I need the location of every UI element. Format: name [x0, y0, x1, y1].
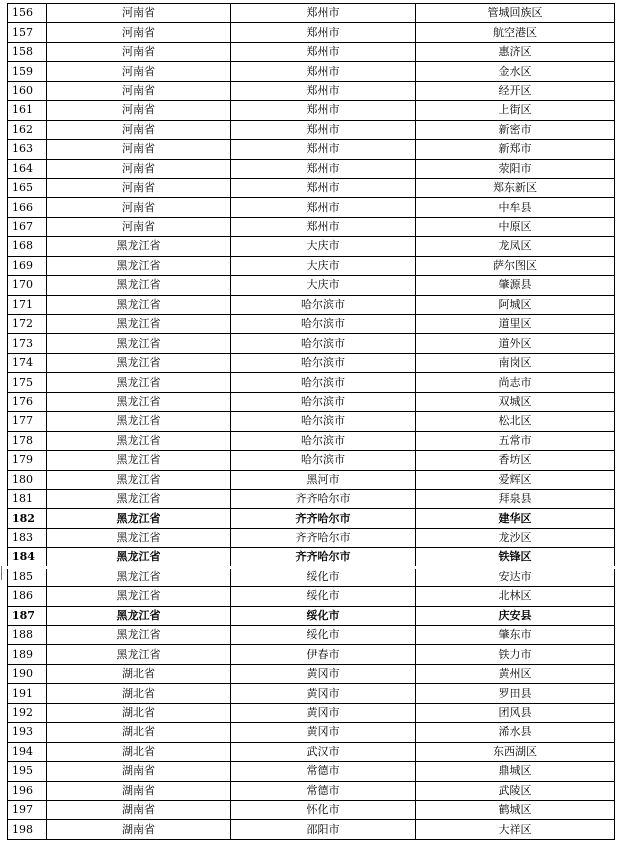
province-cell: 湖南省	[47, 820, 231, 839]
row-number-cell: 160	[8, 81, 47, 100]
table-row	[8, 567, 615, 586]
table-row	[8, 664, 615, 683]
province-cell: 黑龙江省	[47, 315, 231, 334]
row-number-cell: 165	[8, 178, 47, 197]
district-cell: 香坊区	[416, 451, 615, 470]
province-cell: 河南省	[47, 42, 231, 61]
district-cell: 大祥区	[416, 820, 615, 839]
table-row	[8, 353, 615, 372]
row-number-cell: 171	[8, 295, 47, 314]
district-cell: 上街区	[416, 101, 615, 120]
row-number-cell: 179	[8, 451, 47, 470]
city-cell: 黄冈市	[231, 723, 416, 742]
table-row	[8, 412, 615, 431]
table-row	[8, 684, 615, 703]
province-cell: 黑龙江省	[47, 528, 231, 547]
row-number-cell: 188	[8, 626, 47, 645]
district-cell: 铁力市	[416, 645, 615, 664]
table-row	[8, 723, 615, 742]
city-cell: 黑河市	[231, 470, 416, 489]
city-cell: 郑州市	[231, 101, 416, 120]
row-number-cell: 169	[8, 256, 47, 275]
row-number-cell: 195	[8, 762, 47, 781]
district-cell: 萨尔图区	[416, 256, 615, 275]
row-number-cell: 176	[8, 392, 47, 411]
table-row	[8, 334, 615, 353]
province-cell: 河南省	[47, 101, 231, 120]
province-cell: 黑龙江省	[47, 606, 231, 625]
table-row	[8, 81, 615, 100]
table-row	[8, 451, 615, 470]
district-cell: 建华区	[416, 509, 615, 528]
province-cell: 湖南省	[47, 781, 231, 800]
city-cell: 郑州市	[231, 42, 416, 61]
city-cell: 怀化市	[231, 800, 416, 819]
city-cell: 哈尔滨市	[231, 373, 416, 392]
row-number-cell: 168	[8, 237, 47, 256]
table-row	[8, 489, 615, 508]
district-cell: 中原区	[416, 217, 615, 236]
city-cell: 武汉市	[231, 742, 416, 761]
province-cell: 河南省	[47, 62, 231, 81]
district-cell: 东西湖区	[416, 742, 615, 761]
city-cell: 齐齐哈尔市	[231, 509, 416, 528]
city-cell: 郑州市	[231, 81, 416, 100]
row-number-cell: 182	[8, 509, 47, 528]
row-number-cell: 161	[8, 101, 47, 120]
row-number-cell: 172	[8, 315, 47, 334]
city-cell: 齐齐哈尔市	[231, 548, 416, 567]
district-cell: 新郑市	[416, 140, 615, 159]
district-cell: 新密市	[416, 120, 615, 139]
city-cell: 郑州市	[231, 140, 416, 159]
district-cell: 团风县	[416, 703, 615, 722]
row-number-cell: 189	[8, 645, 47, 664]
city-cell: 邵阳市	[231, 820, 416, 839]
region-table-body	[8, 4, 615, 840]
city-cell: 郑州市	[231, 217, 416, 236]
province-cell: 黑龙江省	[47, 645, 231, 664]
province-cell: 河南省	[47, 159, 231, 178]
table-row	[8, 276, 615, 295]
page-break-marker	[1, 566, 5, 580]
province-cell: 黑龙江省	[47, 567, 231, 586]
row-number-cell: 192	[8, 703, 47, 722]
table-row	[8, 159, 615, 178]
city-cell: 哈尔滨市	[231, 431, 416, 450]
table-row	[8, 140, 615, 159]
district-cell: 阿城区	[416, 295, 615, 314]
table-row	[8, 120, 615, 139]
table-row	[8, 23, 615, 42]
district-cell: 拜泉县	[416, 489, 615, 508]
district-cell: 五常市	[416, 431, 615, 450]
row-number-cell: 167	[8, 217, 47, 236]
district-cell: 武陵区	[416, 781, 615, 800]
province-cell: 湖北省	[47, 723, 231, 742]
table-row	[8, 548, 615, 567]
province-cell: 河南省	[47, 4, 231, 23]
table-row	[8, 820, 615, 839]
table-row	[8, 198, 615, 217]
city-cell: 齐齐哈尔市	[231, 489, 416, 508]
city-cell: 郑州市	[231, 23, 416, 42]
province-cell: 黑龙江省	[47, 431, 231, 450]
city-cell: 郑州市	[231, 178, 416, 197]
table-row	[8, 645, 615, 664]
table-row	[8, 392, 615, 411]
province-cell: 河南省	[47, 178, 231, 197]
district-cell: 罗田县	[416, 684, 615, 703]
province-cell: 河南省	[47, 140, 231, 159]
row-number-cell: 181	[8, 489, 47, 508]
province-cell: 黑龙江省	[47, 509, 231, 528]
province-cell: 黑龙江省	[47, 295, 231, 314]
province-cell: 黑龙江省	[47, 489, 231, 508]
district-cell: 铁锋区	[416, 548, 615, 567]
table-row	[8, 781, 615, 800]
province-cell: 黑龙江省	[47, 392, 231, 411]
district-cell: 中牟县	[416, 198, 615, 217]
row-number-cell: 175	[8, 373, 47, 392]
row-number-cell: 191	[8, 684, 47, 703]
city-cell: 郑州市	[231, 62, 416, 81]
table-row	[8, 800, 615, 819]
city-cell: 黄冈市	[231, 664, 416, 683]
city-cell: 郑州市	[231, 198, 416, 217]
district-cell: 金水区	[416, 62, 615, 81]
city-cell: 绥化市	[231, 567, 416, 586]
table-row	[8, 703, 615, 722]
table-row	[8, 62, 615, 81]
row-number-cell: 194	[8, 742, 47, 761]
city-cell: 伊春市	[231, 645, 416, 664]
district-cell: 松北区	[416, 412, 615, 431]
row-number-cell: 193	[8, 723, 47, 742]
province-cell: 河南省	[47, 23, 231, 42]
row-number-cell: 190	[8, 664, 47, 683]
table-row	[8, 295, 615, 314]
table-row	[8, 315, 615, 334]
row-number-cell: 185	[8, 567, 47, 586]
province-cell: 黑龙江省	[47, 470, 231, 489]
province-cell: 湖北省	[47, 664, 231, 683]
row-number-cell: 157	[8, 23, 47, 42]
district-cell: 北林区	[416, 587, 615, 606]
region-table	[7, 3, 615, 840]
district-cell: 肇源县	[416, 276, 615, 295]
table-row	[8, 373, 615, 392]
city-cell: 齐齐哈尔市	[231, 528, 416, 547]
district-cell: 龙沙区	[416, 528, 615, 547]
province-cell: 河南省	[47, 81, 231, 100]
row-number-cell: 174	[8, 353, 47, 372]
city-cell: 郑州市	[231, 4, 416, 23]
table-row	[8, 42, 615, 61]
table-row	[8, 470, 615, 489]
district-cell: 鼎城区	[416, 762, 615, 781]
table-row	[8, 626, 615, 645]
province-cell: 河南省	[47, 217, 231, 236]
table-row	[8, 606, 615, 625]
table-row	[8, 762, 615, 781]
city-cell: 黄冈市	[231, 703, 416, 722]
district-cell: 庆安县	[416, 606, 615, 625]
province-cell: 黑龙江省	[47, 237, 231, 256]
table-row	[8, 101, 615, 120]
row-number-cell: 180	[8, 470, 47, 489]
row-number-cell: 163	[8, 140, 47, 159]
city-cell: 绥化市	[231, 587, 416, 606]
district-cell: 道里区	[416, 315, 615, 334]
province-cell: 湖北省	[47, 742, 231, 761]
row-number-cell: 184	[8, 548, 47, 567]
table-row	[8, 509, 615, 528]
row-number-cell: 164	[8, 159, 47, 178]
district-cell: 肇东市	[416, 626, 615, 645]
row-number-cell: 156	[8, 4, 47, 23]
province-cell: 黑龙江省	[47, 412, 231, 431]
province-cell: 河南省	[47, 198, 231, 217]
row-number-cell: 170	[8, 276, 47, 295]
province-cell: 黑龙江省	[47, 334, 231, 353]
district-cell: 浠水县	[416, 723, 615, 742]
province-cell: 湖北省	[47, 703, 231, 722]
table-row	[8, 256, 615, 275]
table-row	[8, 742, 615, 761]
row-number-cell: 197	[8, 800, 47, 819]
province-cell: 黑龙江省	[47, 353, 231, 372]
table-row	[8, 431, 615, 450]
district-cell: 管城回族区	[416, 4, 615, 23]
city-cell: 黄冈市	[231, 684, 416, 703]
row-number-cell: 177	[8, 412, 47, 431]
city-cell: 郑州市	[231, 120, 416, 139]
district-cell: 黄州区	[416, 664, 615, 683]
city-cell: 郑州市	[231, 159, 416, 178]
district-cell: 南岗区	[416, 353, 615, 372]
province-cell: 河南省	[47, 120, 231, 139]
district-cell: 道外区	[416, 334, 615, 353]
row-number-cell: 159	[8, 62, 47, 81]
row-number-cell: 162	[8, 120, 47, 139]
row-number-cell: 186	[8, 587, 47, 606]
district-cell: 荥阳市	[416, 159, 615, 178]
row-number-cell: 166	[8, 198, 47, 217]
table-row	[8, 178, 615, 197]
city-cell: 哈尔滨市	[231, 412, 416, 431]
province-cell: 黑龙江省	[47, 548, 231, 567]
district-cell: 经开区	[416, 81, 615, 100]
district-cell: 尚志市	[416, 373, 615, 392]
row-number-cell: 183	[8, 528, 47, 547]
province-cell: 湖北省	[47, 684, 231, 703]
province-cell: 湖南省	[47, 762, 231, 781]
city-cell: 绥化市	[231, 606, 416, 625]
city-cell: 哈尔滨市	[231, 451, 416, 470]
city-cell: 常德市	[231, 781, 416, 800]
city-cell: 大庆市	[231, 237, 416, 256]
table-row	[8, 4, 615, 23]
row-number-cell: 187	[8, 606, 47, 625]
city-cell: 哈尔滨市	[231, 392, 416, 411]
table-row	[8, 217, 615, 236]
table-row	[8, 587, 615, 606]
row-number-cell: 173	[8, 334, 47, 353]
province-cell: 黑龙江省	[47, 373, 231, 392]
province-cell: 湖南省	[47, 800, 231, 819]
page-break-gap	[0, 566, 618, 569]
district-cell: 鹤城区	[416, 800, 615, 819]
city-cell: 哈尔滨市	[231, 353, 416, 372]
table-row	[8, 237, 615, 256]
district-cell: 郑东新区	[416, 178, 615, 197]
city-cell: 常德市	[231, 762, 416, 781]
row-number-cell: 196	[8, 781, 47, 800]
district-cell: 双城区	[416, 392, 615, 411]
row-number-cell: 158	[8, 42, 47, 61]
city-cell: 绥化市	[231, 626, 416, 645]
city-cell: 大庆市	[231, 276, 416, 295]
city-cell: 哈尔滨市	[231, 295, 416, 314]
district-cell: 航空港区	[416, 23, 615, 42]
district-cell: 安达市	[416, 567, 615, 586]
province-cell: 黑龙江省	[47, 587, 231, 606]
city-cell: 哈尔滨市	[231, 334, 416, 353]
district-cell: 惠济区	[416, 42, 615, 61]
city-cell: 哈尔滨市	[231, 315, 416, 334]
province-cell: 黑龙江省	[47, 276, 231, 295]
province-cell: 黑龙江省	[47, 256, 231, 275]
province-cell: 黑龙江省	[47, 451, 231, 470]
district-cell: 爱辉区	[416, 470, 615, 489]
district-cell: 龙凤区	[416, 237, 615, 256]
city-cell: 大庆市	[231, 256, 416, 275]
row-number-cell: 198	[8, 820, 47, 839]
table-row	[8, 528, 615, 547]
row-number-cell: 178	[8, 431, 47, 450]
province-cell: 黑龙江省	[47, 626, 231, 645]
